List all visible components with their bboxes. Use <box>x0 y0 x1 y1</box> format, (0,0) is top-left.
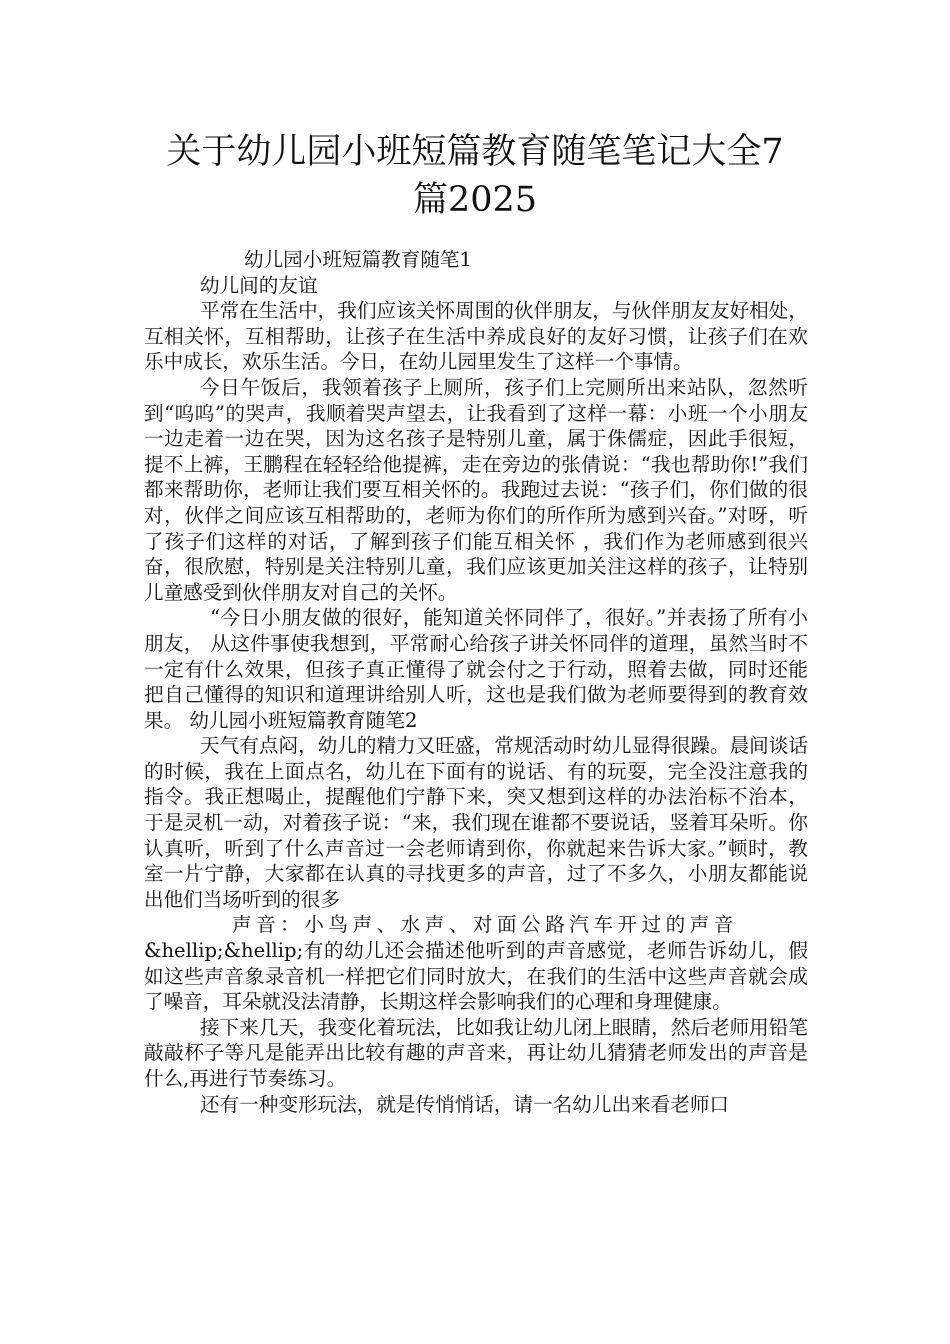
document-body <box>144 247 808 1117</box>
section-subheading: 幼儿间的友谊 <box>200 273 318 297</box>
paragraph: 声音：小鸟声、水声、对面公路汽车开过的声音 <box>232 913 738 937</box>
document-title <box>100 128 850 224</box>
paragraph: 天气有点闷，幼儿的精力又旺盛，常规活动时幼儿显得很躁。晨间谈话的时候，我在上面点名，幼儿在下面有的说话、有的玩耍，完全没注意我的指令。我正想喝止，提醒他们宁静下来，突又想到这样的办法治标不治本，于是灵机一动，对着孩子说：“来，我们现在谁都不要说话，竖着耳朵听。你认真听，听到了什么声音过一会老师请到你，你就起来告诉大家。”顿时，教室一片宁静，大家都在认真的寻找更多的声音，过了不多久，小朋友都能说出他们当场听到的很多 <box>144 734 808 911</box>
paragraph: 今日午饭后，我领着孩子上厕所，孩子们上完厕所出来站队，忽然听到“呜呜”的哭声，我顺着哭声望去，让我看到了这样一幕：小班一个小朋友一边走着一边在哭，因为这名孩子是特别儿童，属于侏儒症，因此手很短，提不上裤，王鹏程在轻轻给他提裤，走在旁边的张倩说：“我也帮助你!”我们都来帮助你，老师让我们要互相关怀的。我跑过去说：“孩子们，你们做的很对，伙伴之间应该互相帮助的，老师为你们的所作所为感到兴奋。”对呀，听了孩子们这样的对话，了解到孩子们能互相关怀 ，我们作为老师感到很兴奋，很欣慰，特别是关注特别儿童，我们应该更加关注这样的孩子，让特别儿童感受到伙伴朋友对自己的关怀。 <box>144 375 808 604</box>
paragraph: 接下来几天，我变化着玩法，比如我让幼儿闭上眼睛，然后老师用铅笔敲敲杯子等凡是能弄出比较有趣的声音来，再让幼儿猜猜老师发出的声音是什么,再进行节奏练习。 <box>144 1015 808 1090</box>
section-heading: 幼儿园小班短篇教育随笔1 <box>244 248 472 271</box>
title-line-1: 关于幼儿园小班短篇教育随笔笔记大全7 <box>166 132 784 172</box>
paragraph: 平常在生活中，我们应该关怀周围的伙伴朋友，与伙伴朋友友好相处，互相关怀，互相帮助，让孩子在生活中养成良好的友好习惯，让孩子们在欢乐中成长，欢乐生活。今日，在幼儿园里发生了这样一个事情。 <box>144 299 808 374</box>
paragraph: “今日小朋友做的很好，能知道关怀同伴了，很好。”并表扬了所有小朋友， 从这件事使我想到，平常耐心给孩子讲关怀同伴的道理，虽然当时不一定有什么效果，但孩子真正懂得了就会付之于行动，照着去做，同时还能把自己懂得的知识和道理讲给别人听，这也是我们做为老师要得到的教育效果。 幼儿园小班短篇教育随笔2 <box>144 606 808 732</box>
paragraph: &hellip;&hellip;有的幼儿还会描述他听到的声音感觉，老师告诉幼儿，假如这些声音象录音机一样把它们同时放大，在我们的生活中这些声音就会成了噪音，耳朵就没法清静，长期这样会影响我们的心理和身理健康。 <box>144 939 808 1014</box>
title-line-2: 篇2025 <box>412 180 538 220</box>
paragraph: 还有一种变形玩法，就是传悄悄话，请一名幼儿出来看老师口 <box>200 1092 730 1116</box>
